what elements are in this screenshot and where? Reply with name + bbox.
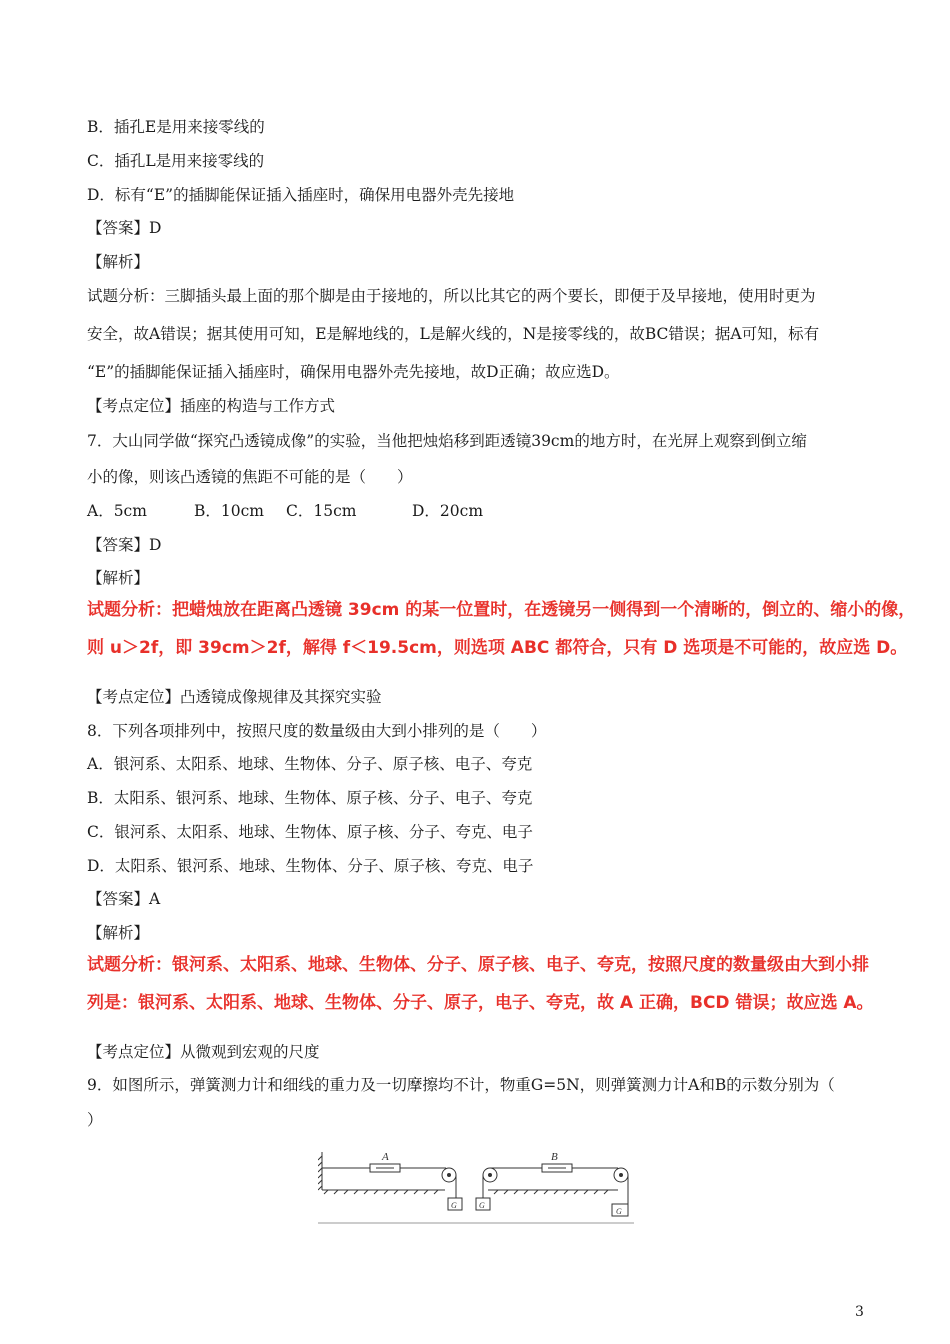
knowledge-point-q6: 【考点定位】插座的构造与工作方式 <box>87 397 336 415</box>
knowledge-point-q8: 【考点定位】从微观到宏观的尺度 <box>87 1043 320 1061</box>
analysis-text-q8-line2: 列是：银河系、太阳系、地球、生物体、分子、原子，电子、夸克，故 A 正确，BCD 错误；故应选 A。 <box>87 993 874 1013</box>
question-8-stem: 8．下列各项排列中，按照尺度的数量级由大到小排列的是（ ） <box>87 722 547 740</box>
spring-scale-figure <box>318 1148 634 1224</box>
label-b: B <box>551 1151 558 1163</box>
label-g-middle: G <box>479 1201 485 1210</box>
q8-option-b: B．太阳系、银河系、地球、生物体、原子核、分子、电子、夸克 <box>87 789 533 807</box>
question-9-stem-line2: ） <box>87 1111 103 1129</box>
label-g-left: G <box>451 1201 457 1210</box>
answer-q6: 【答案】D <box>87 219 162 237</box>
analysis-heading-q8: 【解析】 <box>87 924 150 942</box>
analysis-text-q6-line3: “E”的插脚能保证插入插座时，确保用电器外壳先接地，故D正确；故应选D。 <box>87 363 620 381</box>
analysis-text-q6-line2: 安全，故A错误；据其使用可知，E是解地线的，L是解火线的，N是接零线的，故BC错误；据A可知，标有 <box>87 325 820 343</box>
analysis-text-q7-line2: 则 u＞2f，即 39cm＞2f，解得 f＜19.5cm，则选项 ABC 都符合，只有 D 选项是不可能的，故应选 D。 <box>87 638 908 658</box>
answer-q8: 【答案】A <box>87 890 161 908</box>
option-d-q6: D．标有“E”的插脚能保证插入插座时，确保用电器外壳先接地 <box>87 186 515 204</box>
analysis-text-q8-line1: 试题分析：银河系、太阳系、地球、生物体、分子、原子核、电子、夸克，按照尺度的数量级由大到小排 <box>87 955 869 975</box>
q7-option-c: C．15cm <box>286 502 357 520</box>
q7-option-b: B．10cm <box>194 502 264 520</box>
answer-q7: 【答案】D <box>87 536 162 554</box>
question-9-stem-line1: 9．如图所示，弹簧测力计和细线的重力及一切摩擦均不计，物重G=5N，则弹簧测力计A和B的示数分别为（ <box>87 1076 835 1094</box>
analysis-text-q6-line1: 试题分析：三脚插头最上面的那个脚是由于接地的，所以比其它的两个要长，即便于及早接地，使用时更为 <box>87 287 816 305</box>
q7-option-a: A．5cm <box>87 502 147 520</box>
question-7-options <box>87 501 483 521</box>
page-number: 3 <box>855 1304 864 1320</box>
option-b-q6: B．插孔E是用来接零线的 <box>87 118 265 136</box>
q8-option-a: A．银河系、太阳系、地球、生物体、分子、原子核、电子、夸克 <box>87 755 533 773</box>
label-g-right: G <box>616 1207 622 1216</box>
q8-option-d: D．太阳系、银河系、地球、生物体、分子、原子核、夸克、电子 <box>87 857 534 875</box>
q8-option-c: C．银河系、太阳系、地球、生物体、原子核、分子、夸克、电子 <box>87 823 533 841</box>
q7-option-d: D．20cm <box>412 502 484 520</box>
knowledge-point-q7: 【考点定位】凸透镜成像规律及其探究实验 <box>87 688 382 706</box>
analysis-heading-q6: 【解析】 <box>87 253 150 271</box>
analysis-text-q7-line1: 试题分析：把蜡烛放在距离凸透镜 39cm 的某一位置时，在透镜另一侧得到一个清晰的，倒立的、缩小的像， <box>87 600 916 620</box>
question-7-stem-line2: 小的像，则该凸透镜的焦距不可能的是（ ） <box>87 468 413 486</box>
label-a: A <box>382 1151 389 1163</box>
question-7-stem-line1: 7．大山同学做“探究凸透镜成像”的实验，当他把烛焰移到距透镜39cm的地方时，在光屏上观察到倒立缩 <box>87 432 807 450</box>
option-c-q6: C．插孔L是用来接零线的 <box>87 152 265 170</box>
analysis-heading-q7: 【解析】 <box>87 569 150 587</box>
